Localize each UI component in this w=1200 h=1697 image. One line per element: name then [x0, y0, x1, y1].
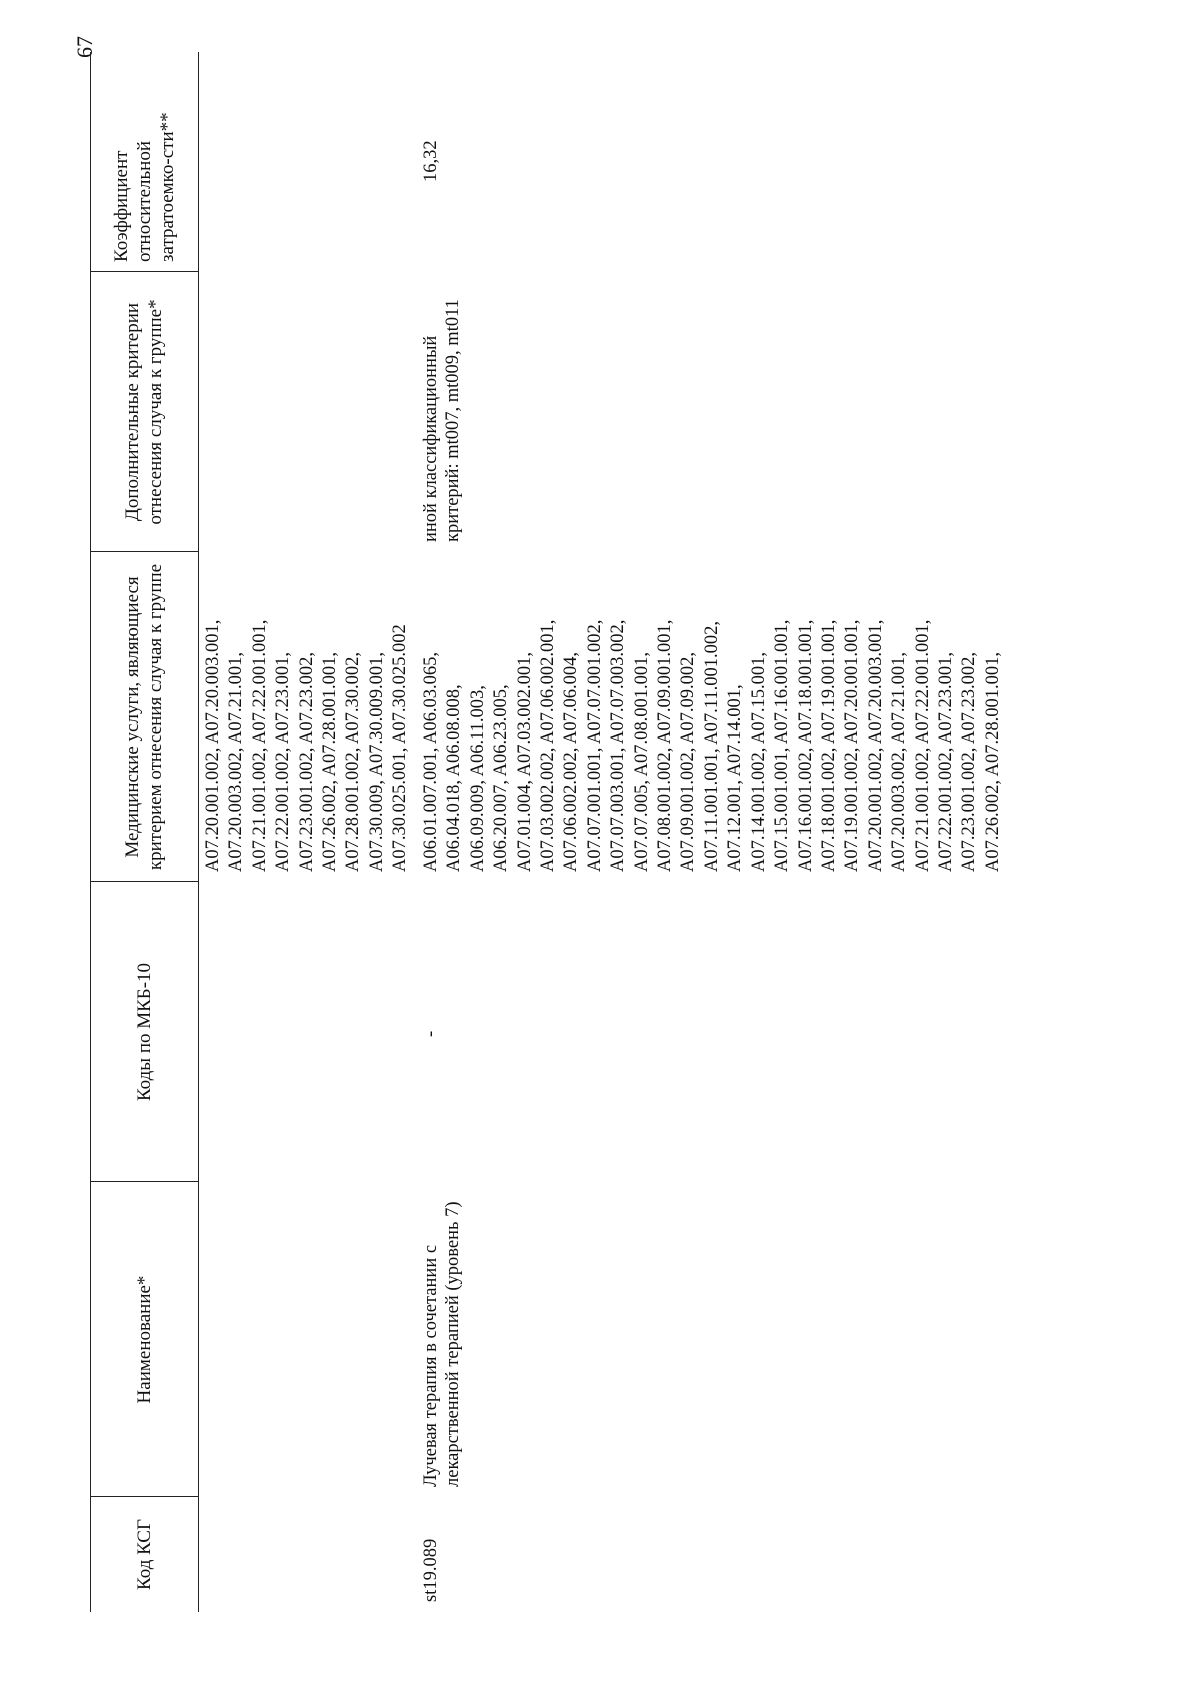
service-code-line: A07.22.001.002, A07.23.001,	[273, 652, 294, 872]
service-code-line: A06.20.007, A06.23.005,	[491, 684, 512, 872]
service-code-line: A07.30.025.001, A07.30.025.002	[390, 624, 411, 872]
service-code-line: A07.01.004, A07.03.002.001,	[514, 652, 535, 872]
service-code-line: A06.01.007.001, A06.03.065,	[421, 652, 441, 872]
service-code-line: A07.08.001.002, A07.09.001.001,	[655, 619, 676, 872]
service-code-line: A07.07.005, A07.08.001.001,	[631, 652, 652, 872]
header-services: Медицинские услуги, являющиеся критерием отнесения случая к группе	[122, 563, 166, 871]
rotated-table	[90, 52, 1020, 1612]
service-code-line: A07.20.001.002, A07.20.003.001,	[865, 619, 886, 872]
page-number: 67	[72, 36, 97, 58]
service-code-line: A07.20.003.002, A07.21.001,	[226, 652, 247, 872]
service-code-line: A07.07.001.001, A07.07.001.002,	[584, 619, 605, 872]
service-code-line: A07.15.001.001, A07.16.001.001,	[772, 619, 793, 872]
service-code-line: A07.26.002, A07.28.001.001,	[982, 652, 1003, 872]
header-bottom-border	[198, 52, 199, 1612]
service-code-line: A07.03.002.002, A07.06.002.001,	[538, 619, 559, 872]
service-code-line: A07.12.001, A07.14.001,	[725, 684, 746, 872]
service-code-line: A07.22.001.002, A07.23.001,	[935, 652, 956, 872]
service-code-line: A07.26.002, A07.28.001.001,	[320, 652, 341, 872]
service-code-line: A07.23.001.002, A07.23.002,	[959, 652, 980, 872]
service-code-line: A07.06.002.002, A07.06.004,	[561, 652, 582, 872]
row-name: Лучевая терапия в сочетании с лекарственной терапией (уровень 7)	[421, 1201, 463, 1487]
service-code-line: A07.30.009, A07.30.009.001,	[366, 652, 387, 872]
service-code-line: A07.19.001.002, A07.20.001.001,	[842, 619, 863, 872]
service-code-line: A07.28.001.002, A07.30.002,	[343, 652, 364, 872]
service-code-line: A07.11.001.001, A07.11.001.002,	[701, 621, 722, 872]
service-code-line: A07.20.001.002, A07.20.003.001,	[203, 619, 223, 872]
service-code-line: A07.07.003.001, A07.07.003.002,	[608, 619, 629, 872]
header-name: Наименование*	[133, 1275, 155, 1404]
service-code-line: A07.21.001.002, A07.22.001.001,	[249, 619, 270, 872]
row-icd-codes: -	[421, 1030, 441, 1037]
service-code-line: A07.18.001.002, A07.19.001.001,	[818, 619, 839, 872]
header-ksg-code: Код КСГ	[133, 1519, 155, 1590]
service-code-line: A07.23.001.002, A07.23.002,	[296, 652, 317, 872]
header-additional-criteria: Дополнительные критерии отнесения случая к группе*	[122, 299, 166, 525]
service-code-line: A07.16.001.002, A07.18.001.001,	[795, 619, 816, 872]
service-code-line: A07.14.001.002, A07.15.001,	[748, 652, 769, 872]
service-code-line: A06.09.009, A06.11.003,	[467, 685, 488, 872]
service-code-line: A06.04.018, A06.08.008,	[444, 684, 465, 872]
row-ksg-code: st19.089	[421, 1538, 441, 1602]
header-icd-codes: Коды по МКБ-10	[133, 962, 155, 1102]
header-coefficient: Коэффициент относительной затратоемко-сти**	[110, 112, 178, 262]
row-additional-criteria: иной классификационный критерий: mt007, mt009, mt011	[421, 299, 463, 542]
service-code-line: A07.21.001.002, A07.22.001.001,	[912, 619, 933, 872]
row-coefficient: 16,32	[421, 140, 441, 182]
continued-services-list	[202, 542, 413, 872]
row-services-list	[420, 542, 1005, 872]
service-code-line: A07.09.001.002, A07.09.002,	[678, 652, 699, 872]
service-code-line: A07.20.003.002, A07.21.001,	[889, 652, 910, 872]
